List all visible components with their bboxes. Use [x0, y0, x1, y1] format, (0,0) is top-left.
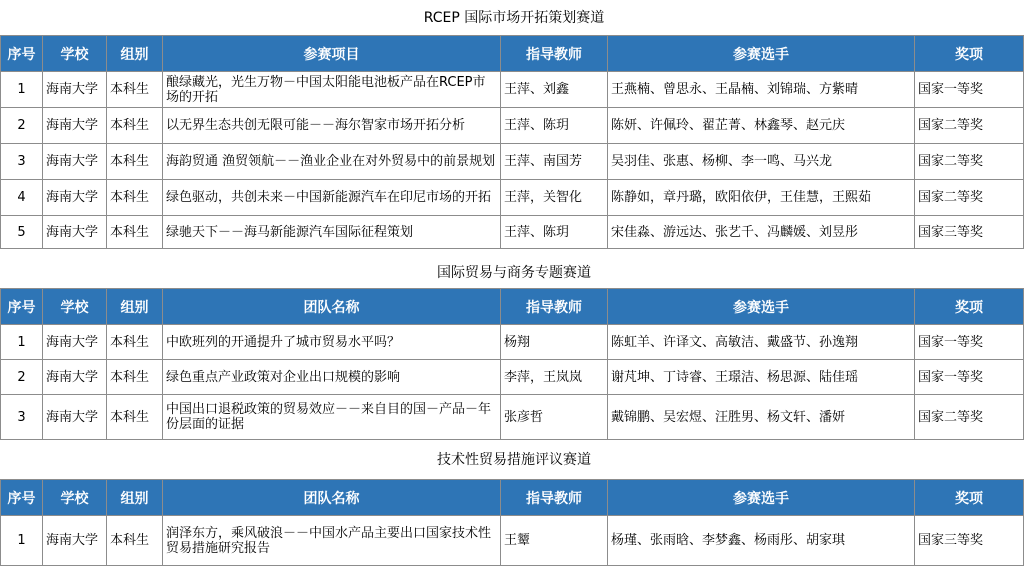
cell-players: 吴羽佳、张惠、杨柳、李一鸣、马兴龙 [608, 144, 915, 180]
cell-project: 绿驰天下－－海马新能源汽车国际征程策划 [163, 216, 501, 249]
cell-teacher: 王萍、刘鑫 [501, 72, 608, 108]
cell-group: 本科生 [107, 360, 163, 395]
results-table-trade [0, 288, 1024, 440]
cell-group: 本科生 [107, 395, 163, 440]
cell-teacher: 王萍、南国芳 [501, 144, 608, 180]
cell-award: 国家三等奖 [915, 216, 1024, 249]
results-table-tbt [0, 479, 1024, 566]
table-header-row [1, 36, 1024, 72]
table-header-row [1, 480, 1024, 516]
cell-award: 国家二等奖 [915, 108, 1024, 144]
cell-players: 宋佳淼、游远达、张艺千、冯麟媛、刘昱彤 [608, 216, 915, 249]
cell-no: 3 [1, 144, 43, 180]
header-award: 奖项 [915, 480, 1024, 516]
header-players: 参赛选手 [608, 480, 915, 516]
cell-teacher: 张彦哲 [501, 395, 608, 440]
header-school: 学校 [43, 36, 107, 72]
cell-award: 国家一等奖 [915, 72, 1024, 108]
cell-school: 海南大学 [43, 72, 107, 108]
cell-school: 海南大学 [43, 108, 107, 144]
cell-players: 杨瑾、张雨晗、李梦鑫、杨雨彤、胡家琪 [608, 516, 915, 566]
cell-no: 2 [1, 108, 43, 144]
header-group: 组别 [107, 289, 163, 325]
cell-award: 国家一等奖 [915, 325, 1024, 360]
cell-no: 2 [1, 360, 43, 395]
cell-school: 海南大学 [43, 216, 107, 249]
cell-school: 海南大学 [43, 325, 107, 360]
cell-players: 陈妍、许佩玲、翟芷菁、林鑫琴、赵元庆 [608, 108, 915, 144]
cell-group: 本科生 [107, 108, 163, 144]
section-title-rcep: RCEP 国际市场开拓策划赛道 [423, 10, 605, 26]
header-award: 奖项 [915, 36, 1024, 72]
table-row [1, 144, 1024, 180]
cell-school: 海南大学 [43, 180, 107, 216]
cell-teacher: 王萍、陈玥 [501, 108, 608, 144]
cell-team: 绿色重点产业政策对企业出口规模的影响 [163, 360, 501, 395]
cell-teacher: 王颦 [501, 516, 608, 566]
cell-no: 1 [1, 516, 43, 566]
section-title-trade: 国际贸易与商务专题赛道 [437, 265, 591, 281]
cell-award: 国家一等奖 [915, 360, 1024, 395]
cell-team: 润泽东方，乘风破浪－－中国水产品主要出口国家技术性贸易措施研究报告 [163, 516, 501, 566]
cell-award: 国家二等奖 [915, 144, 1024, 180]
header-award: 奖项 [915, 289, 1024, 325]
cell-players: 陈虹羊、许译文、高敏洁、戴盛节、孙逸翔 [608, 325, 915, 360]
header-school: 学校 [43, 480, 107, 516]
table-row [1, 180, 1024, 216]
table-row [1, 108, 1024, 144]
header-no: 序号 [1, 36, 43, 72]
cell-group: 本科生 [107, 325, 163, 360]
cell-teacher: 杨翔 [501, 325, 608, 360]
cell-project: 海韵贸通 渔贸领航－－渔业企业在对外贸易中的前景规划 [163, 144, 501, 180]
cell-school: 海南大学 [43, 395, 107, 440]
header-players: 参赛选手 [608, 36, 915, 72]
cell-team: 中国出口退税政策的贸易效应－－来自目的国－产品－年份层面的证据 [163, 395, 501, 440]
cell-award: 国家三等奖 [915, 516, 1024, 566]
header-project: 参赛项目 [163, 36, 501, 72]
cell-project: 绿色驱动，共创未来－中国新能源汽车在印尼市场的开拓 [163, 180, 501, 216]
cell-group: 本科生 [107, 216, 163, 249]
cell-teacher: 王萍、陈玥 [501, 216, 608, 249]
table-header-row [1, 289, 1024, 325]
cell-group: 本科生 [107, 72, 163, 108]
header-team: 团队名称 [163, 480, 501, 516]
header-teacher: 指导教师 [501, 480, 608, 516]
header-group: 组别 [107, 480, 163, 516]
header-school: 学校 [43, 289, 107, 325]
cell-no: 3 [1, 395, 43, 440]
cell-group: 本科生 [107, 144, 163, 180]
cell-no: 1 [1, 325, 43, 360]
table-row [1, 325, 1024, 360]
cell-no: 1 [1, 72, 43, 108]
cell-teacher: 李萍，王岚岚 [501, 360, 608, 395]
cell-project: 以无界生态共创无限可能－－海尔智家市场开拓分析 [163, 108, 501, 144]
cell-project: 酿绿藏光，光生万物－中国太阳能电池板产品在RCEP市场的开拓 [163, 72, 501, 108]
table-row [1, 216, 1024, 249]
cell-school: 海南大学 [43, 360, 107, 395]
header-no: 序号 [1, 289, 43, 325]
cell-players: 陈静如，章丹璐，欧阳依伊，王佳慧，王熙茹 [608, 180, 915, 216]
header-group: 组别 [107, 36, 163, 72]
results-table-rcep [0, 35, 1024, 249]
section-title-tbt: 技术性贸易措施评议赛道 [437, 452, 591, 468]
cell-group: 本科生 [107, 180, 163, 216]
cell-players: 戴锦鹏、吴宏煜、汪胜男、杨文轩、潘妍 [608, 395, 915, 440]
cell-team: 中欧班列的开通提升了城市贸易水平吗？ [163, 325, 501, 360]
header-no: 序号 [1, 480, 43, 516]
header-teacher: 指导教师 [501, 36, 608, 72]
cell-players: 王燕楠、曾思永、王晶楠、刘锦瑞、方紫晴 [608, 72, 915, 108]
table-row [1, 72, 1024, 108]
cell-no: 4 [1, 180, 43, 216]
table-row [1, 360, 1024, 395]
cell-players: 谢芃坤、丁诗睿、王璟洁、杨思源、陆佳瑶 [608, 360, 915, 395]
header-players: 参赛选手 [608, 289, 915, 325]
header-team: 团队名称 [163, 289, 501, 325]
cell-award: 国家二等奖 [915, 180, 1024, 216]
header-teacher: 指导教师 [501, 289, 608, 325]
cell-school: 海南大学 [43, 144, 107, 180]
table-row [1, 516, 1024, 566]
cell-teacher: 王萍，关智化 [501, 180, 608, 216]
cell-school: 海南大学 [43, 516, 107, 566]
cell-award: 国家二等奖 [915, 395, 1024, 440]
cell-group: 本科生 [107, 516, 163, 566]
cell-no: 5 [1, 216, 43, 249]
table-row [1, 395, 1024, 440]
